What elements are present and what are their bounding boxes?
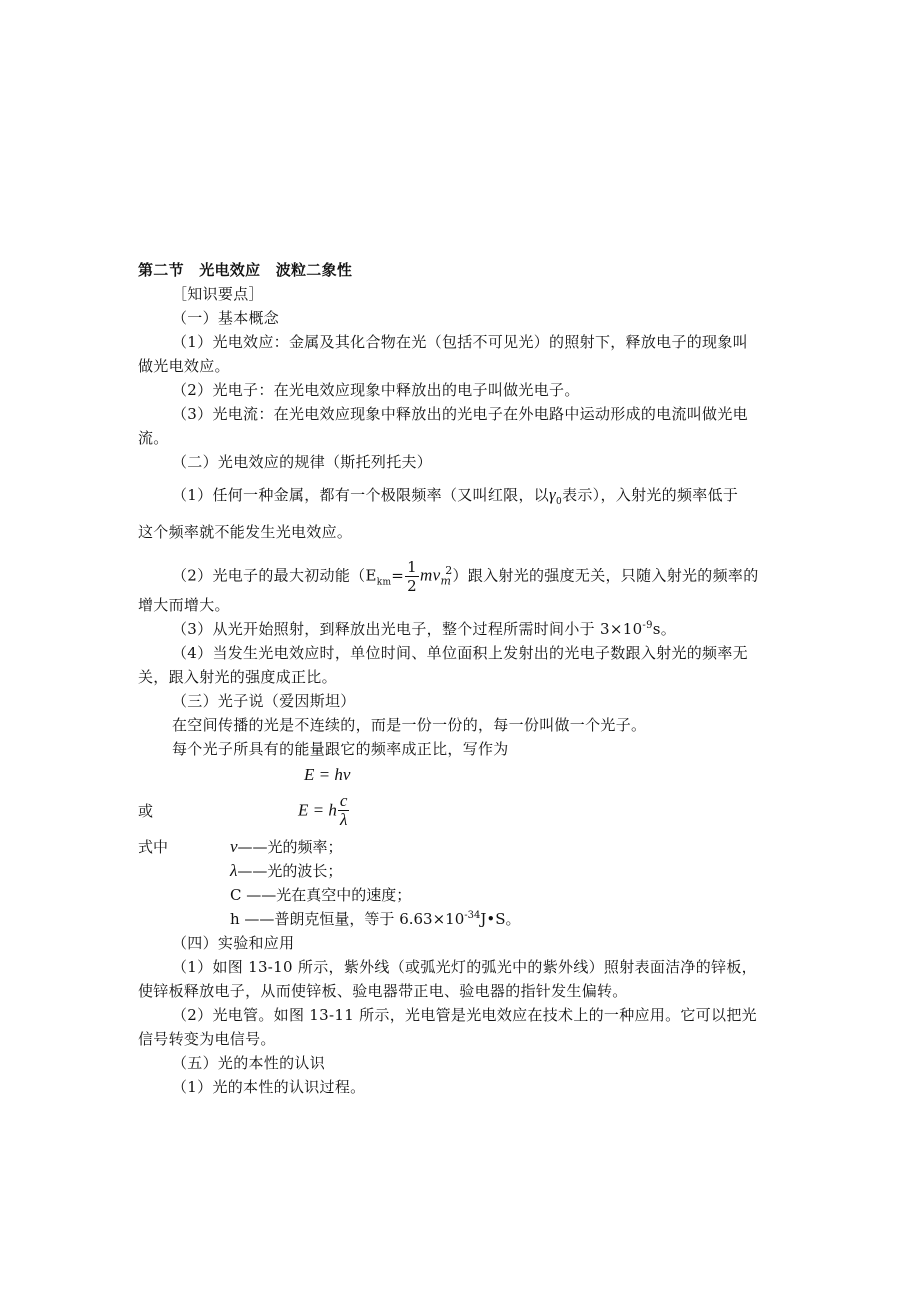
c-over-lambda [338, 792, 350, 829]
gamma-symbol: γ [549, 485, 557, 504]
photoelectric-effect-def-line2: 做光电效应。 [138, 357, 230, 375]
equation-e-hv: E = hν [304, 765, 351, 784]
section-title: 第二节 光电效应 波粒二象性 [138, 261, 353, 279]
law1-line1 [172, 484, 822, 506]
law3-exponent: -9 [642, 620, 653, 631]
def-wavelength [230, 860, 342, 882]
v-subscript: m [440, 574, 452, 588]
equation-e-hc-lambda [298, 792, 350, 829]
nature-of-light-heading: （五）光的本性的认识 [172, 1054, 326, 1072]
photoelectric-effect-def-line1: （1）光电效应：金属及其化合物在光（包括不可见光）的照射下，释放电子的现象叫 [172, 333, 748, 351]
law2-text-pre: （2）光电子的最大初动能（E [172, 566, 377, 585]
planck-text-post: J•S。 [480, 910, 521, 928]
def-wavelength-text: ——光的波长； [237, 862, 343, 880]
photon-theory-heading: （三）光子说（爱因斯坦） [172, 692, 356, 710]
photocurrent-def-line1: （3）光电流：在光电效应现象中释放出的光电子在外电路中运动形成的电流叫做光电 [172, 405, 748, 423]
law1-line2: 这个频率就不能发生光电效应。 [138, 523, 353, 541]
photon-theory-p1: 在空间传播的光是不连续的，而是一份一份的，每一份叫做一个光子。 [172, 716, 647, 734]
photon-theory-p2: 每个光子所具有的能量跟它的频率成正比，写作为 [172, 740, 509, 758]
or-label: 或 [138, 802, 154, 820]
where-label: 式中 [138, 838, 169, 856]
photocurrent-def-line2: 流。 [138, 429, 169, 447]
fraction-denominator: 2 [407, 577, 418, 595]
law2-line1 [172, 558, 822, 595]
experiment2-line2: 信号转变为电信号。 [138, 1030, 276, 1048]
eq2-denominator: λ [339, 810, 348, 829]
experiments-heading: （四）实验和应用 [172, 934, 295, 952]
eq2-numerator: c [339, 791, 348, 810]
photoelectron-def: （2）光电子：在光电效应现象中释放出的电子叫做光电子。 [172, 381, 580, 399]
planck-text-pre: h ——普朗克恒量，等于 6.63×10 [230, 910, 465, 928]
half-fraction [405, 558, 419, 595]
gamma-subscript: 0 [556, 497, 563, 507]
law3 [172, 618, 822, 640]
fraction-numerator: 1 [407, 558, 418, 576]
equals-sign: = [391, 566, 405, 585]
nu-symbol: ν [230, 837, 238, 856]
mv-term: mv [420, 565, 441, 585]
laws-heading: （二）光电效应的规律（斯托列托夫） [172, 453, 433, 471]
experiment1-line1: （1）如图 13-10 所示，紫外线（或弧光灯的弧光中的紫外线）照射表面洁净的锌板， [172, 958, 757, 976]
def-frequency-text: ——光的频率； [237, 838, 343, 856]
experiment1-line2: 使锌板释放电子，从而使锌板、验电器带正电、验电器的指针发生偏转。 [138, 982, 628, 1000]
law2-text-post: ）跟入射光的强度无关，只随入射光的频率的 [452, 566, 759, 585]
law4-line1: （4）当发生光电效应时，单位时间、单位面积上发射出的光电子数跟入射光的频率无 [172, 644, 748, 662]
experiment2-line1: （2）光电管。如图 13-11 所示，光电管是光电效应在技术上的一种应用。它可以把光 [172, 1006, 757, 1024]
ekm-subscript: km [376, 577, 392, 588]
law1-text-post: 表示），入射光的频率低于 [562, 486, 739, 504]
def-frequency [230, 836, 343, 858]
lambda-symbol: λ [230, 861, 238, 880]
nature-of-light-p1: （1）光的本性的认识过程。 [172, 1078, 366, 1096]
law3-text-pre: （3）从光开始照射，到释放出光电子，整个过程所需时间小于 3×10 [172, 620, 643, 638]
def-speed-of-light: C ——光在真空中的速度； [230, 886, 412, 904]
knowledge-points-heading: ［知识要点］ [172, 285, 264, 303]
law4-line2: 关，跟入射光的强度成正比。 [138, 668, 337, 686]
planck-exponent: -34 [464, 910, 481, 921]
law3-text-post: s。 [652, 620, 677, 638]
basic-concepts-heading: （一）基本概念 [172, 309, 280, 327]
law2-line2: 增大而增大。 [138, 596, 230, 614]
eq2-lhs: E = h [298, 800, 337, 820]
def-planck-constant [230, 908, 521, 930]
v-superscript: 2 [445, 563, 453, 577]
law1-text-pre: （1）任何一种金属，都有一个极限频率（又叫红限，以 [172, 486, 550, 504]
